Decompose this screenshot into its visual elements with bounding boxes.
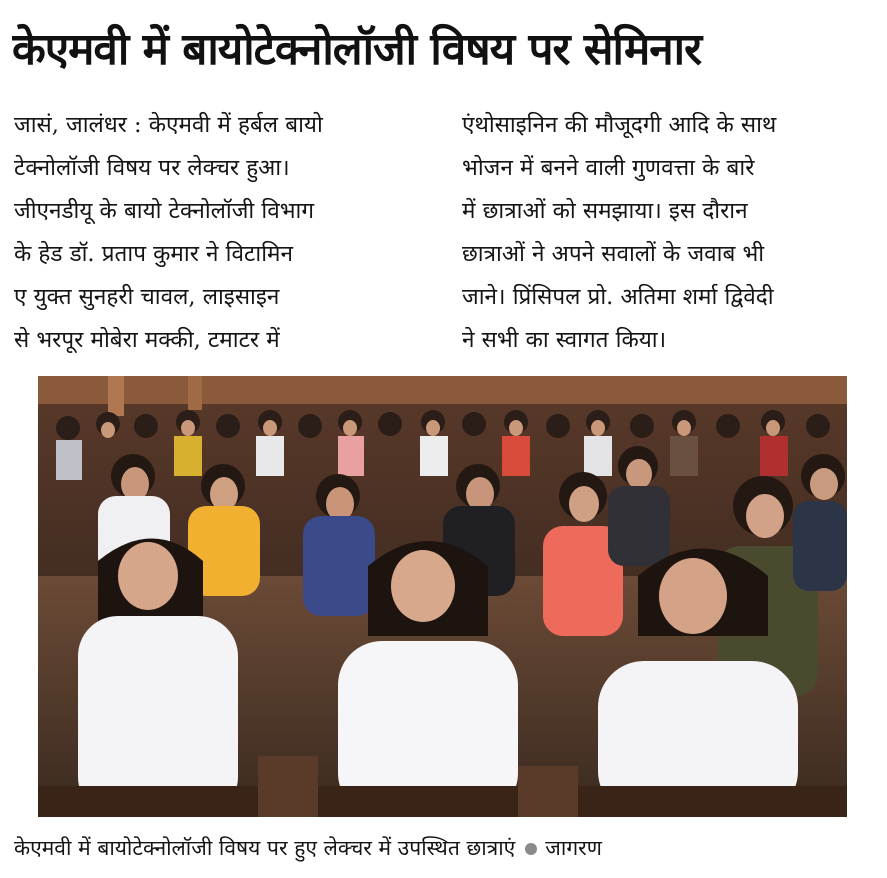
article-line: टेक्नोलॉजी विषय पर लेक्चर हुआ।	[14, 155, 290, 181]
news-photo	[38, 376, 847, 817]
front-row-students	[78, 539, 798, 818]
article-line: से भरपूर मोबेरा मक्की, टमाटर में	[14, 327, 280, 353]
chair-row	[38, 786, 847, 817]
article-line: भोजन में बनने वाली गुणवत्ता के बारे	[462, 155, 755, 181]
article-line: एंथोसाइनिन की मौजूदगी आदि के साथ	[462, 112, 777, 138]
article-line: में छात्राओं को समझाया। इस दौरान	[462, 198, 748, 224]
article-line: ने सभी का स्वागत किया।	[462, 327, 667, 353]
bullet-icon	[525, 843, 537, 855]
article-line: जीएनडीयू के बायो टेक्नोलॉजी विभाग	[14, 198, 315, 224]
audience-illustration	[38, 376, 847, 817]
headline: केएमवी में बायोटेक्नोलॉजी विषय पर सेमिनार	[12, 24, 702, 75]
article-line: ए युक्त सुनहरी चावल, लाइसाइन	[14, 284, 280, 310]
caption-credit: जागरण	[545, 836, 602, 860]
article-column-left	[14, 104, 424, 374]
article-column-right	[462, 104, 872, 374]
photo-caption	[14, 826, 874, 870]
article-line: छात्राओं ने अपने सवालों के जवाब भी	[462, 241, 765, 267]
caption-text: केएमवी में बायोटेक्नोलॉजी विषय पर हुए लेक्चर में उपस्थित छात्राएं	[14, 836, 516, 860]
article-line: जासं, जालंधर : केएमवी में हर्बल बायो	[14, 112, 323, 138]
article-line: के हेड डॉ. प्रताप कुमार ने विटामिन	[14, 241, 293, 267]
article-line: जाने। प्रिंसिपल प्रो. अतिमा शर्मा द्विवेदी	[462, 284, 774, 310]
